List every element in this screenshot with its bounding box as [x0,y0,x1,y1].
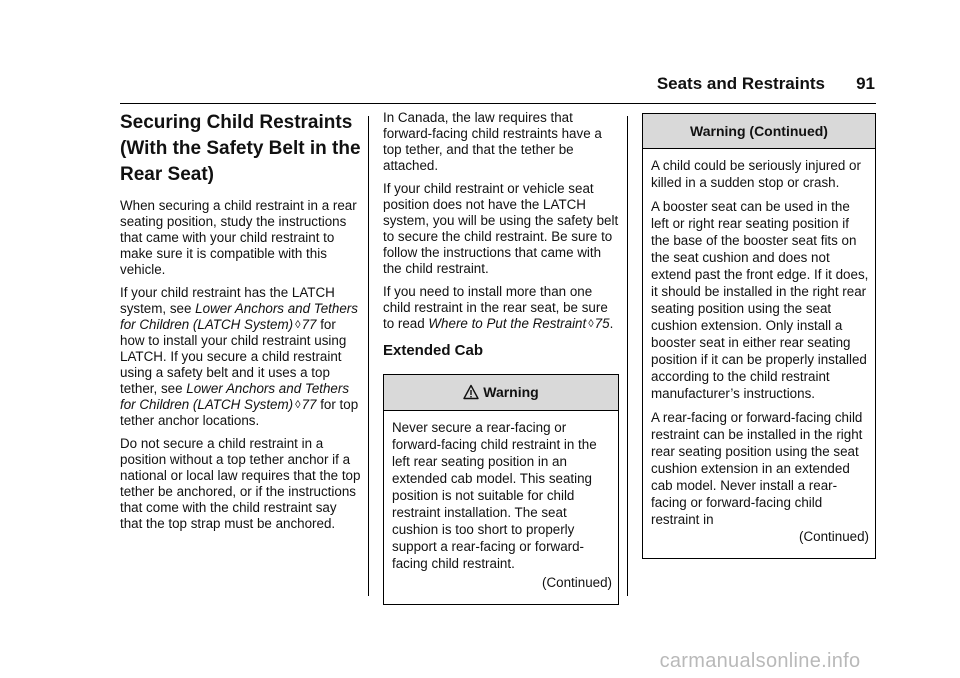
subheading: Extended Cab [383,342,484,359]
page-reference-icon: ◊ [588,318,594,330]
column-1 [120,110,362,539]
warning-header [384,375,618,411]
paragraph: If your child restraint or vehicle seat position does not have the LATCH system, you will be using the safety belt to secure the child restraint. Be sure to follow the instructions that came with the child restraint. [383,181,619,276]
paragraph: When securing a child restraint in a rear seating position, study the instructions that came with your child restraint to make sure it is compatible with this vehicle. [120,198,357,277]
warning-header: Warning (Continued) [643,114,875,149]
page-reference-icon: ◊ [295,319,301,331]
continued-label: (Continued) [542,575,612,590]
paragraph: If you need to install more than one child restraint in the rear seat, be sure to read Where to Put the Restraint ◊75. [383,284,614,331]
page-reference-icon: ◊ [295,399,301,411]
column-3 [642,113,876,559]
cross-reference-link[interactable]: Lower Anchors and Tethers for Children (LATCH System) [120,381,350,412]
paragraph: If your child restraint has the LATCH system, see Lower Anchors and Tethers for Children (LATCH System) ◊77 for how to install your child restraint using LATCH. If you secure a child restraint using a safety belt and it uses a top tether, see Lower Anchors and Tethers for Children (LATCH System) ◊77 for top tether anchor locations. [120,285,359,428]
continued-label: (Continued) [799,529,869,544]
column-2 [383,110,619,605]
paragraph: Do not secure a child restraint in a position without a top tether anchor if a national or local law requires that the top tether be anchored, or if the instructions that come with the child restraint say that the top strap must be anchored. [120,436,361,531]
warning-text: A rear-facing or forward-facing child restraint can be installed in the right rear seating position using the seat cushion extension in an extended cab model. Never install a rear-facing or forward-facing child restraint in [651,410,863,527]
page-reference[interactable]: 77 [301,397,317,412]
warning-body [643,149,875,558]
warning-continued-box [642,113,876,559]
page-header-title: Seats and Restraints [656,74,825,93]
section-heading: Securing Child Restraints (With the Safety Belt in the Rear Seat) [120,112,361,185]
page-number: 91 [856,74,875,93]
warning-text: A booster seat can be used in the left or right rear seating position if the base of the booster seat fits on the seat cushion and does not extend past the front edge. If it does, it should be installed in the right rear seating position using the seat cushion extension. Only install a booster seat in either rear seating position if it can be properly installed according to the child restraint manufacturer’s instructions. [651,199,869,401]
warning-body [384,411,618,604]
paragraph: In Canada, the law requires that forward-facing child restraints have a top tether, and that the tether be attached. [383,110,602,173]
page-reference[interactable]: 77 [301,317,317,332]
warning-text: Never secure a rear-facing or forward-facing child restraint in the left rear seating position in an extended cab model. This seating position is not suitable for child restraint installation. The seat cushion is too short to properly support a rear-facing or forward-facing child restraint. [392,420,597,571]
page-reference[interactable]: 75 [594,316,610,331]
warning-text: A child could be seriously injured or killed in a sudden stop or crash. [651,158,861,190]
header-rule [120,103,876,104]
cross-reference-link[interactable]: Where to Put the Restraint [428,316,587,331]
warning-icon [463,384,479,404]
column-divider [627,116,628,596]
cross-reference-link[interactable]: Lower Anchors and Tethers for Children (LATCH System) [120,301,358,332]
warning-title: Warning [483,384,539,400]
watermark: carmanualsonline.info [659,650,861,672]
warning-box [383,374,619,605]
column-divider [368,116,369,596]
